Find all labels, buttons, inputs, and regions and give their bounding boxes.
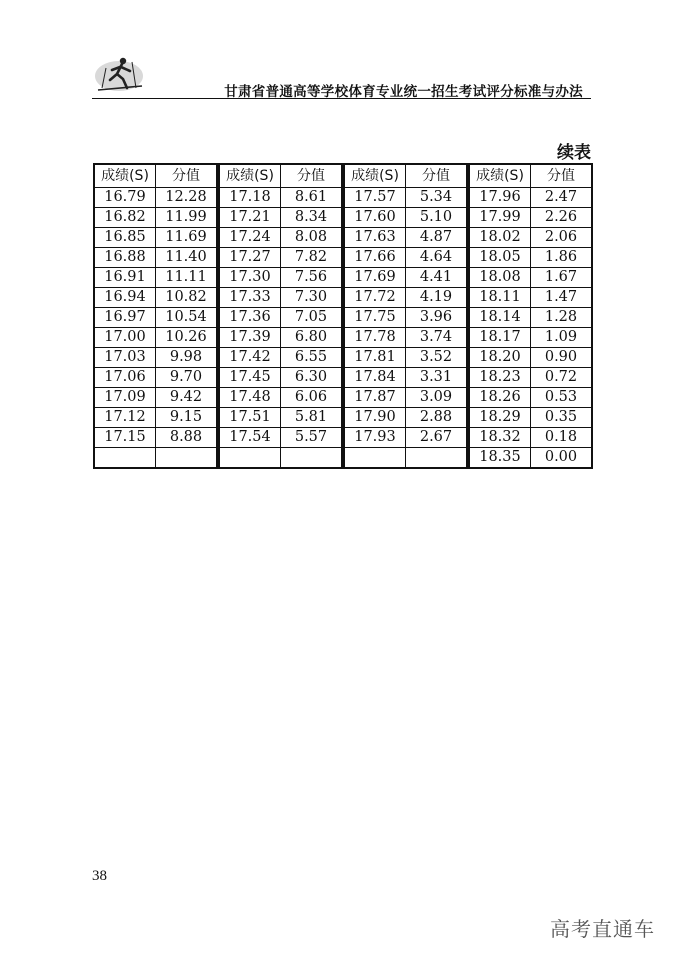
points-cell: 9.98 xyxy=(156,348,218,368)
header-points: 分值 xyxy=(156,164,218,188)
table-row xyxy=(344,388,467,408)
points-cell: 1.86 xyxy=(531,248,593,268)
points-cell: 11.11 xyxy=(156,268,218,288)
table-row xyxy=(219,188,342,208)
points-cell: 3.09 xyxy=(406,388,468,408)
header-points: 分值 xyxy=(281,164,343,188)
score-cell: 17.87 xyxy=(344,388,406,408)
table-row xyxy=(469,348,592,368)
table-row xyxy=(94,408,217,428)
points-cell: 10.82 xyxy=(156,288,218,308)
table-row xyxy=(469,408,592,428)
points-cell: 8.61 xyxy=(281,188,343,208)
points-cell: 1.28 xyxy=(531,308,593,328)
score-cell: 17.45 xyxy=(219,368,281,388)
table-row xyxy=(344,328,467,348)
score-cell: 18.17 xyxy=(469,328,531,348)
score-table-block xyxy=(93,163,218,469)
table-row xyxy=(469,368,592,388)
table-row xyxy=(219,428,342,448)
score-table-block xyxy=(218,163,343,469)
table-row xyxy=(94,188,217,208)
table-row xyxy=(94,308,217,328)
score-cell: 17.15 xyxy=(94,428,156,448)
table-row xyxy=(219,248,342,268)
score-table-block xyxy=(468,163,593,469)
table-row xyxy=(219,448,342,469)
table-row xyxy=(344,228,467,248)
score-cell: 17.54 xyxy=(219,428,281,448)
points-cell: 2.88 xyxy=(406,408,468,428)
points-cell: 0.90 xyxy=(531,348,593,368)
score-cell: 17.78 xyxy=(344,328,406,348)
table-row xyxy=(219,228,342,248)
points-cell: 0.53 xyxy=(531,388,593,408)
points-cell: 11.40 xyxy=(156,248,218,268)
table-row xyxy=(469,228,592,248)
points-cell: 8.34 xyxy=(281,208,343,228)
points-cell: 4.87 xyxy=(406,228,468,248)
table-row xyxy=(344,368,467,388)
points-cell: 2.47 xyxy=(531,188,593,208)
points-cell: 0.72 xyxy=(531,368,593,388)
score-cell: 18.02 xyxy=(469,228,531,248)
table-row xyxy=(344,268,467,288)
score-cell: 17.99 xyxy=(469,208,531,228)
score-cell: 17.12 xyxy=(94,408,156,428)
points-cell: 7.82 xyxy=(281,248,343,268)
table-row xyxy=(94,268,217,288)
header-title: 甘肃省普通高等学校体育专业统一招生考试评分标准与办法 xyxy=(224,84,583,100)
points-cell: 0.00 xyxy=(531,448,593,469)
header-score: 成绩(S) xyxy=(469,164,531,188)
score-cell: 17.27 xyxy=(219,248,281,268)
score-table-block xyxy=(343,163,468,469)
score-cell: 16.97 xyxy=(94,308,156,328)
points-cell: 6.55 xyxy=(281,348,343,368)
points-cell: 4.64 xyxy=(406,248,468,268)
score-cell: 17.72 xyxy=(344,288,406,308)
score-cell: 17.00 xyxy=(94,328,156,348)
score-cell: 18.05 xyxy=(469,248,531,268)
score-cell: 17.06 xyxy=(94,368,156,388)
points-cell: 0.35 xyxy=(531,408,593,428)
table-row xyxy=(219,208,342,228)
points-cell: 3.96 xyxy=(406,308,468,328)
table-row xyxy=(344,248,467,268)
score-cell: 17.93 xyxy=(344,428,406,448)
points-cell: 4.19 xyxy=(406,288,468,308)
header-rule xyxy=(92,98,591,99)
score-cell: 17.21 xyxy=(219,208,281,228)
skier-logo-icon xyxy=(92,52,146,96)
table-row xyxy=(94,288,217,308)
points-cell: 1.09 xyxy=(531,328,593,348)
score-cell: 16.82 xyxy=(94,208,156,228)
table-row xyxy=(469,288,592,308)
table-row xyxy=(469,188,592,208)
score-cell: 18.20 xyxy=(469,348,531,368)
table-row xyxy=(94,388,217,408)
points-cell: 10.54 xyxy=(156,308,218,328)
header-score: 成绩(S) xyxy=(219,164,281,188)
table-row xyxy=(219,368,342,388)
points-cell: 9.15 xyxy=(156,408,218,428)
points-cell xyxy=(156,448,218,469)
watermark: 高考直通车 xyxy=(550,917,655,941)
table-row xyxy=(344,208,467,228)
points-cell: 8.88 xyxy=(156,428,218,448)
score-cell: 16.91 xyxy=(94,268,156,288)
table-row xyxy=(94,428,217,448)
table-row xyxy=(469,248,592,268)
points-cell: 10.26 xyxy=(156,328,218,348)
score-cell: 17.96 xyxy=(469,188,531,208)
table-row xyxy=(469,388,592,408)
table-row xyxy=(94,448,217,469)
points-cell: 2.26 xyxy=(531,208,593,228)
points-cell: 2.67 xyxy=(406,428,468,448)
points-cell: 4.41 xyxy=(406,268,468,288)
table-row xyxy=(94,228,217,248)
table-row xyxy=(344,308,467,328)
points-cell: 5.10 xyxy=(406,208,468,228)
points-cell: 3.52 xyxy=(406,348,468,368)
points-cell: 1.47 xyxy=(531,288,593,308)
score-cell: 17.57 xyxy=(344,188,406,208)
table-header-row xyxy=(94,164,217,188)
points-cell: 12.28 xyxy=(156,188,218,208)
header-points: 分值 xyxy=(531,164,593,188)
score-cell: 17.48 xyxy=(219,388,281,408)
table-header-row xyxy=(469,164,592,188)
points-cell xyxy=(281,448,343,469)
score-cell xyxy=(94,448,156,469)
score-cell: 17.36 xyxy=(219,308,281,328)
score-cell: 17.75 xyxy=(344,308,406,328)
table-row xyxy=(94,348,217,368)
header-score: 成绩(S) xyxy=(344,164,406,188)
score-cell: 18.08 xyxy=(469,268,531,288)
score-cell: 18.23 xyxy=(469,368,531,388)
table-row xyxy=(219,288,342,308)
score-cell: 16.79 xyxy=(94,188,156,208)
table-row xyxy=(344,288,467,308)
score-cell: 17.81 xyxy=(344,348,406,368)
points-cell: 11.69 xyxy=(156,228,218,248)
points-cell: 2.06 xyxy=(531,228,593,248)
points-cell: 6.30 xyxy=(281,368,343,388)
score-cell: 17.51 xyxy=(219,408,281,428)
points-cell: 6.06 xyxy=(281,388,343,408)
points-cell: 5.34 xyxy=(406,188,468,208)
points-cell: 11.99 xyxy=(156,208,218,228)
table-row xyxy=(469,208,592,228)
points-cell: 1.67 xyxy=(531,268,593,288)
table-row xyxy=(219,388,342,408)
points-cell: 8.08 xyxy=(281,228,343,248)
page-number: 38 xyxy=(92,868,107,884)
points-cell: 7.56 xyxy=(281,268,343,288)
table-row xyxy=(344,348,467,368)
table-row xyxy=(344,408,467,428)
score-cell: 16.94 xyxy=(94,288,156,308)
table-row xyxy=(219,268,342,288)
table-row xyxy=(94,248,217,268)
score-cell: 17.30 xyxy=(219,268,281,288)
score-cell: 18.14 xyxy=(469,308,531,328)
points-cell: 9.42 xyxy=(156,388,218,408)
table-row xyxy=(469,268,592,288)
score-cell: 17.33 xyxy=(219,288,281,308)
table-row xyxy=(344,188,467,208)
score-cell: 18.29 xyxy=(469,408,531,428)
score-table xyxy=(93,163,593,469)
score-cell: 17.03 xyxy=(94,348,156,368)
points-cell: 9.70 xyxy=(156,368,218,388)
score-cell: 17.39 xyxy=(219,328,281,348)
score-cell: 18.32 xyxy=(469,428,531,448)
header-points: 分值 xyxy=(406,164,468,188)
table-row xyxy=(469,428,592,448)
table-row xyxy=(94,328,217,348)
points-cell: 3.31 xyxy=(406,368,468,388)
score-cell: 17.63 xyxy=(344,228,406,248)
score-cell: 17.66 xyxy=(344,248,406,268)
table-row xyxy=(94,368,217,388)
score-cell: 17.18 xyxy=(219,188,281,208)
table-row xyxy=(469,328,592,348)
points-cell: 3.74 xyxy=(406,328,468,348)
points-cell: 7.05 xyxy=(281,308,343,328)
score-cell: 16.88 xyxy=(94,248,156,268)
points-cell: 5.81 xyxy=(281,408,343,428)
table-row xyxy=(219,328,342,348)
table-header-row xyxy=(219,164,342,188)
score-cell: 18.35 xyxy=(469,448,531,469)
score-cell: 16.85 xyxy=(94,228,156,248)
table-row xyxy=(219,408,342,428)
table-row xyxy=(344,428,467,448)
table-row xyxy=(219,308,342,328)
score-cell xyxy=(219,448,281,469)
header-score: 成绩(S) xyxy=(94,164,156,188)
table-row xyxy=(469,448,592,469)
score-cell: 17.69 xyxy=(344,268,406,288)
score-cell: 17.60 xyxy=(344,208,406,228)
score-cell: 17.42 xyxy=(219,348,281,368)
continuation-label: 续表 xyxy=(557,143,591,163)
score-cell: 17.84 xyxy=(344,368,406,388)
table-row xyxy=(94,208,217,228)
score-cell xyxy=(344,448,406,469)
table-header-row xyxy=(344,164,467,188)
points-cell: 0.18 xyxy=(531,428,593,448)
score-cell: 17.90 xyxy=(344,408,406,428)
points-cell xyxy=(406,448,468,469)
table-row xyxy=(219,348,342,368)
points-cell: 7.30 xyxy=(281,288,343,308)
points-cell: 5.57 xyxy=(281,428,343,448)
table-row xyxy=(469,308,592,328)
table-row xyxy=(344,448,467,469)
score-cell: 17.09 xyxy=(94,388,156,408)
score-cell: 18.26 xyxy=(469,388,531,408)
points-cell: 6.80 xyxy=(281,328,343,348)
score-cell: 17.24 xyxy=(219,228,281,248)
score-cell: 18.11 xyxy=(469,288,531,308)
